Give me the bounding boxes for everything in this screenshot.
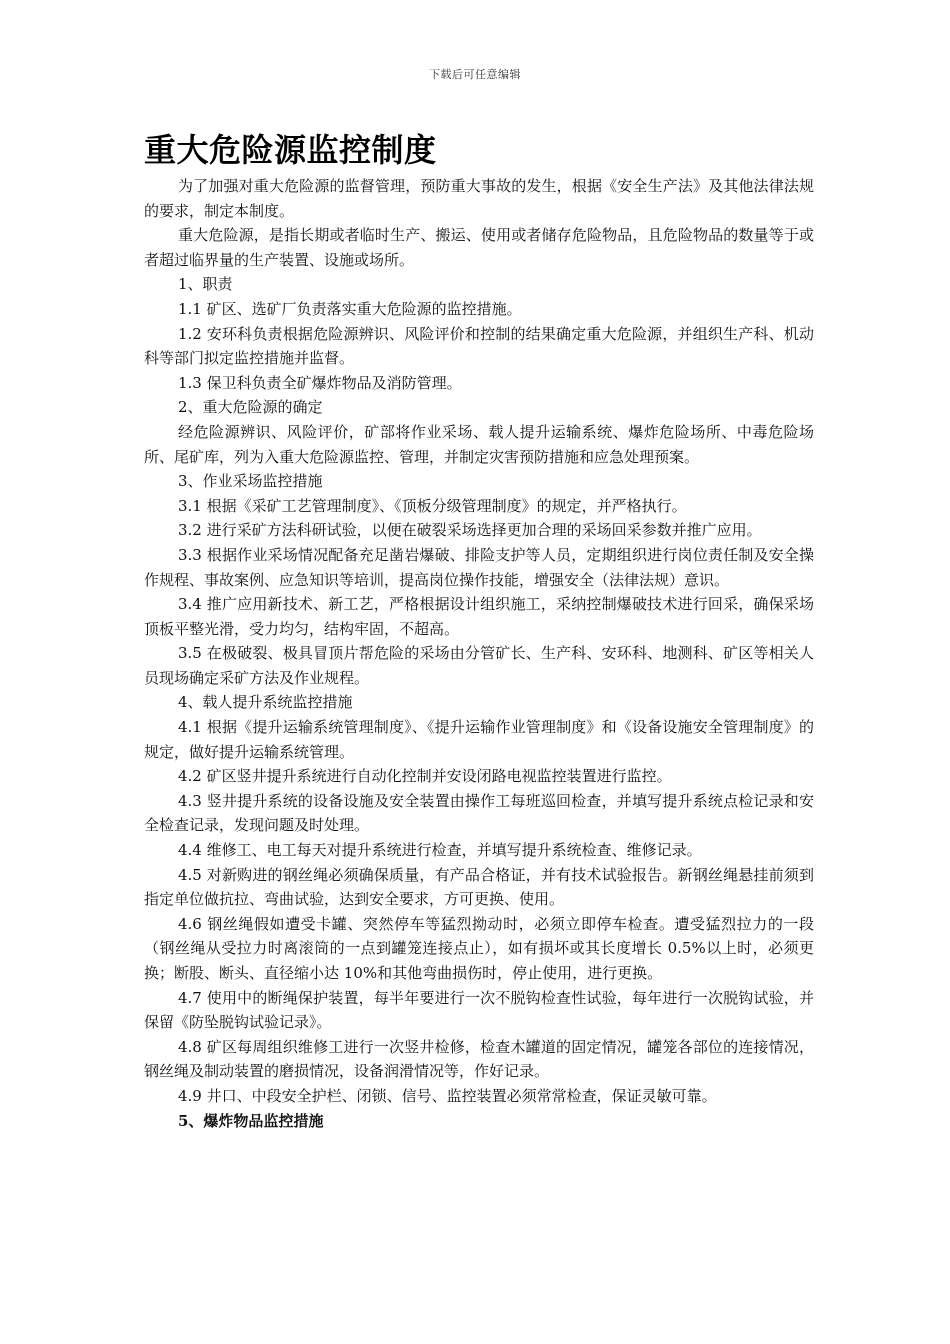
- paragraph: 3.5 在极破裂、极具冒顶片帮危险的采场由分管矿长、生产科、安环科、地测科、矿区等相关人员现场确定采矿方法及作业规程。: [144, 644, 814, 687]
- document-title: 重大危险源监控制度: [144, 131, 437, 169]
- paragraph: 3.2 进行采矿方法科研试验，以便在破裂采场选择更加合理的采场回采参数并推广应用。: [178, 521, 762, 540]
- paragraph: 4.2 矿区竖井提升系统进行自动化控制并安设闭路电视监控装置进行监控。: [178, 767, 672, 786]
- paragraph: 5、爆炸物品监控措施: [178, 1111, 324, 1130]
- paragraph: 1.2 安环科负责根据危险源辨识、风险评价和控制的结果确定重大危险源，并组织生产科、机动科等部门拟定监控措施并监督。: [144, 324, 814, 368]
- paragraph-list: [144, 174, 814, 1133]
- paragraph: 4.3 竖井提升系统的设备设施及安全装置由操作工每班巡回检查，并填写提升系统点检记录和安全检查记录，发现问题及时处理。: [144, 791, 814, 835]
- paragraph: 4、载人提升系统监控措施: [178, 693, 353, 712]
- document-body: [144, 128, 814, 1133]
- paragraph: 4.1 根据《提升运输系统管理制度》、《提升运输作业管理制度》和《设备设施安全管理制度》的规定，做好提升运输系统管理。: [144, 718, 814, 761]
- paragraph: 重大危险源，是指长期或者临时生产、搬运、使用或者储存危险物品，且危险物品的数量等于或者超过临界量的生产装置、设施或场所。: [144, 226, 814, 269]
- paragraph: 经危险源辨识、风险评价，矿部将作业采场、载人提升运输系统、爆炸危险场所、中毒危险场所、尾矿库，列为入重大危险源监控、管理，并制定灾害预防措施和应急处理预案。: [144, 422, 814, 466]
- paragraph: 3.1 根据《采矿工艺管理制度》、《顶板分级管理制度》的规定，并严格执行。: [178, 496, 687, 515]
- paragraph: 4.8 矿区每周组织维修工进行一次竖井检修，检查木罐道的固定情况，罐笼各部位的连接情况，钢丝绳及制动装置的磨损情况，设备润滑情况等，作好记录。: [144, 1037, 814, 1081]
- paragraph: 1.3 保卫科负责全矿爆炸物品及消防管理。: [178, 373, 462, 392]
- paragraph: 为了加强对重大危险源的监督管理，预防重大事故的发生，根据《安全生产法》及其他法律法规的要求，制定本制度。: [144, 177, 814, 220]
- paragraph: 3.4 推广应用新技术、新工艺，严格根据设计组织施工，采纳控制爆破技术进行回采，确保采场顶板平整光滑，受力均匀，结构牢固，不超高。: [144, 595, 814, 638]
- paragraph: 4.7 使用中的断绳保护装置，每半年要进行一次不脱钩检查性试验，每年进行一次脱钩试验，并保留《防坠脱钩试验记录》。: [144, 988, 814, 1032]
- paragraph: 1、职责: [178, 275, 233, 294]
- paragraph: 4.5 对新购进的钢丝绳必须确保质量，有产品合格证，并有技术试验报告。新钢丝绳悬挂前须到指定单位做抗拉、弯曲试验，达到安全要求，方可更换、使用。: [144, 865, 814, 909]
- paragraph: 4.4 维修工、电工每天对提升系统进行检查，并填写提升系统检查、维修记录。: [178, 841, 702, 860]
- paragraph: 3.3 根据作业采场情况配备充足凿岩爆破、排险支护等人员，定期组织进行岗位责任制及安全操作规程、事故案例、应急知识等培训，提高岗位操作技能，增强安全（法律法规）意识。: [144, 545, 814, 589]
- paragraph: 2、重大危险源的确定: [178, 398, 323, 417]
- paragraph: 3、作业采场监控措施: [178, 472, 323, 491]
- paragraph: 4.6 钢丝绳假如遭受卡罐、突然停车等猛烈拗动时，必须立即停车检查。遭受猛烈拉力的一段（钢丝绳从受拉力时离滚筒的一点到罐笼连接点止），如有损坏或其长度增长 0.5%以上时，必须更换；断股、断头、直径缩小达 10%和其他弯曲损伤时，停止使用，进行更换。: [144, 914, 814, 982]
- paragraph: 4.9 井口、中段安全护栏、闭锁、信号、监控装置必须常常检查，保证灵敏可靠。: [178, 1086, 717, 1105]
- paragraph: 1.1 矿区、选矿厂负责落实重大危险源的监控措施。: [178, 299, 522, 318]
- header-note: 下载后可任意编辑: [429, 68, 521, 81]
